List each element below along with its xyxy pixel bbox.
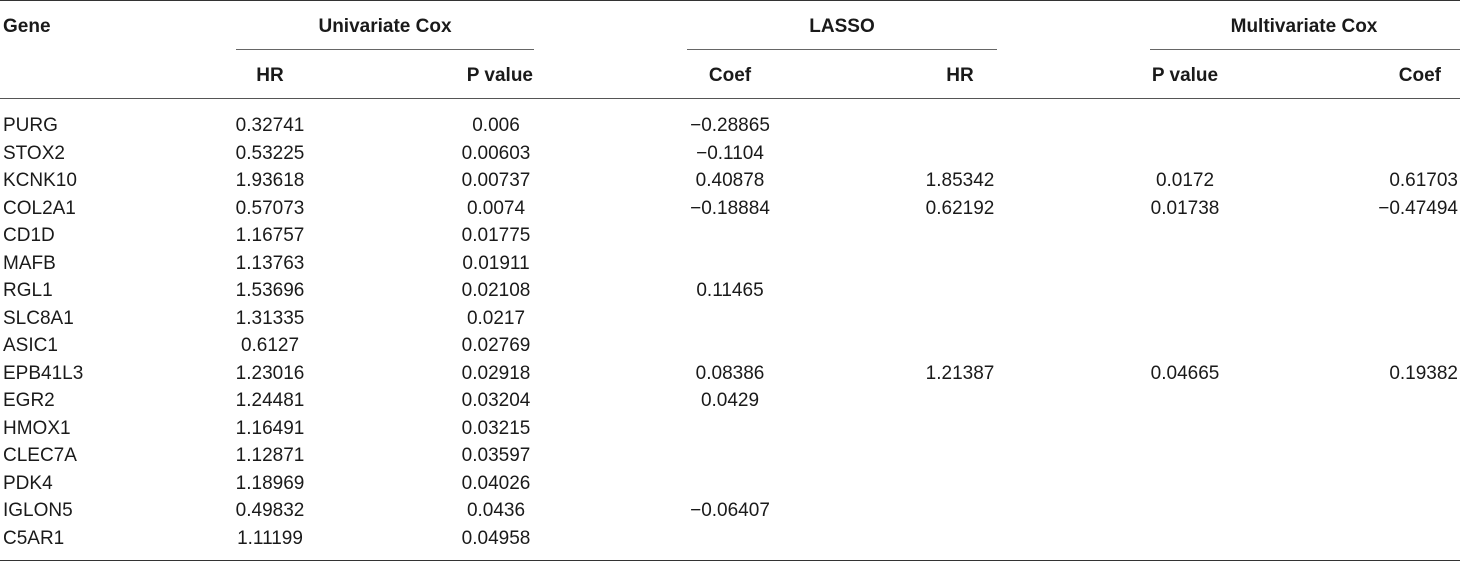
- cell-univariate-pvalue: 0.02918: [461, 363, 531, 384]
- header-group-lasso: LASSO: [809, 16, 875, 37]
- cell-gene: HMOX1: [3, 418, 71, 439]
- cell-univariate-hr: 0.57073: [235, 198, 305, 219]
- cell-lasso-coef: −0.06407: [690, 500, 770, 521]
- header-gene: Gene: [3, 16, 51, 37]
- cell-univariate-hr: 1.16757: [235, 225, 305, 246]
- cell-univariate-pvalue: 0.01775: [461, 225, 531, 246]
- header-col-multi-coef: Coef: [1398, 65, 1441, 86]
- cell-lasso-coef: 0.08386: [695, 363, 765, 384]
- cell-gene: MAFB: [3, 253, 56, 274]
- header-col-multi-hr: HR: [946, 65, 974, 86]
- cell-gene: KCNK10: [3, 170, 77, 191]
- cell-gene: SLC8A1: [3, 308, 74, 329]
- cell-multi-coef: 0.61703: [1389, 170, 1458, 191]
- group-rule-univariate: [236, 49, 534, 50]
- cell-univariate-pvalue: 0.00737: [461, 170, 531, 191]
- cell-gene: IGLON5: [3, 500, 73, 521]
- header-col-multi-pvalue: P value: [1151, 65, 1219, 86]
- cell-gene: STOX2: [3, 143, 65, 164]
- cell-univariate-pvalue: 0.02769: [461, 335, 531, 356]
- table-top-rule: [0, 0, 1460, 1]
- cell-univariate-pvalue: 0.03215: [461, 418, 531, 439]
- cell-multi-pvalue: 0.0172: [1155, 170, 1215, 191]
- header-col-lasso-coef: Coef: [708, 65, 752, 86]
- cell-gene: EPB41L3: [3, 363, 84, 384]
- cell-gene: PDK4: [3, 473, 53, 494]
- cell-multi-coef: −0.47494: [1378, 198, 1458, 219]
- cell-lasso-coef: −0.1104: [696, 143, 764, 164]
- cell-lasso-coef: 0.11465: [696, 280, 764, 301]
- cell-univariate-hr: 1.24481: [235, 390, 305, 411]
- cell-univariate-pvalue: 0.01911: [462, 253, 530, 274]
- cell-gene: EGR2: [3, 390, 55, 411]
- cell-univariate-pvalue: 0.00603: [461, 143, 531, 164]
- cell-univariate-hr: 1.12871: [235, 445, 305, 466]
- cell-univariate-pvalue: 0.006: [472, 115, 520, 136]
- cell-univariate-hr: 1.13763: [235, 253, 305, 274]
- cell-univariate-hr: 1.23016: [235, 363, 305, 384]
- group-rule-lasso: [687, 49, 997, 50]
- cell-multi-hr: 1.85342: [925, 170, 995, 191]
- cell-univariate-pvalue: 0.04958: [461, 528, 531, 549]
- header-group-multivariate: Multivariate Cox: [1230, 16, 1378, 37]
- cell-multi-hr: 1.21387: [925, 363, 995, 384]
- cell-univariate-pvalue: 0.04026: [461, 473, 531, 494]
- table-bottom-rule: [0, 560, 1460, 561]
- cell-univariate-hr: 1.53696: [235, 280, 305, 301]
- cell-gene: RGL1: [3, 280, 53, 301]
- cell-univariate-hr: 0.6127: [240, 335, 300, 356]
- cell-gene: ASIC1: [3, 335, 58, 356]
- cell-univariate-hr: 1.31335: [235, 308, 305, 329]
- cell-multi-pvalue: 0.04665: [1150, 363, 1220, 384]
- cell-gene: PURG: [3, 115, 58, 136]
- cell-univariate-pvalue: 0.02108: [461, 280, 531, 301]
- cell-univariate-pvalue: 0.0074: [466, 198, 526, 219]
- cell-lasso-coef: −0.18884: [690, 198, 770, 219]
- cell-univariate-pvalue: 0.0436: [466, 500, 526, 521]
- cell-multi-hr: 0.62192: [925, 198, 995, 219]
- cell-gene: C5AR1: [3, 528, 65, 549]
- header-group-univariate: Univariate Cox: [318, 16, 452, 37]
- cell-univariate-pvalue: 0.0217: [466, 308, 526, 329]
- cell-multi-pvalue: 0.01738: [1150, 198, 1220, 219]
- cell-lasso-coef: −0.28865: [690, 115, 770, 136]
- cell-multi-coef: 0.19382: [1389, 363, 1458, 384]
- group-rule-multivariate: [1150, 49, 1460, 50]
- header-bottom-rule: [0, 98, 1460, 99]
- cell-gene: CD1D: [3, 225, 55, 246]
- cell-univariate-hr: 1.93618: [235, 170, 305, 191]
- header-col-pvalue: P value: [466, 65, 533, 86]
- cell-lasso-coef: 0.40878: [695, 170, 765, 191]
- cell-gene: COL2A1: [3, 198, 76, 219]
- cell-univariate-hr: 0.32741: [235, 115, 305, 136]
- cell-gene: CLEC7A: [3, 445, 77, 466]
- cell-univariate-hr: 0.49832: [235, 500, 305, 521]
- cell-univariate-hr: 1.16491: [235, 418, 305, 439]
- cell-univariate-hr: 1.18969: [235, 473, 305, 494]
- cell-univariate-hr: 0.53225: [235, 143, 305, 164]
- cell-univariate-hr: 1.11199: [237, 528, 303, 549]
- cell-univariate-pvalue: 0.03597: [461, 445, 531, 466]
- cell-univariate-pvalue: 0.03204: [461, 390, 531, 411]
- cell-lasso-coef: 0.0429: [700, 390, 760, 411]
- header-col-hr: HR: [256, 65, 284, 86]
